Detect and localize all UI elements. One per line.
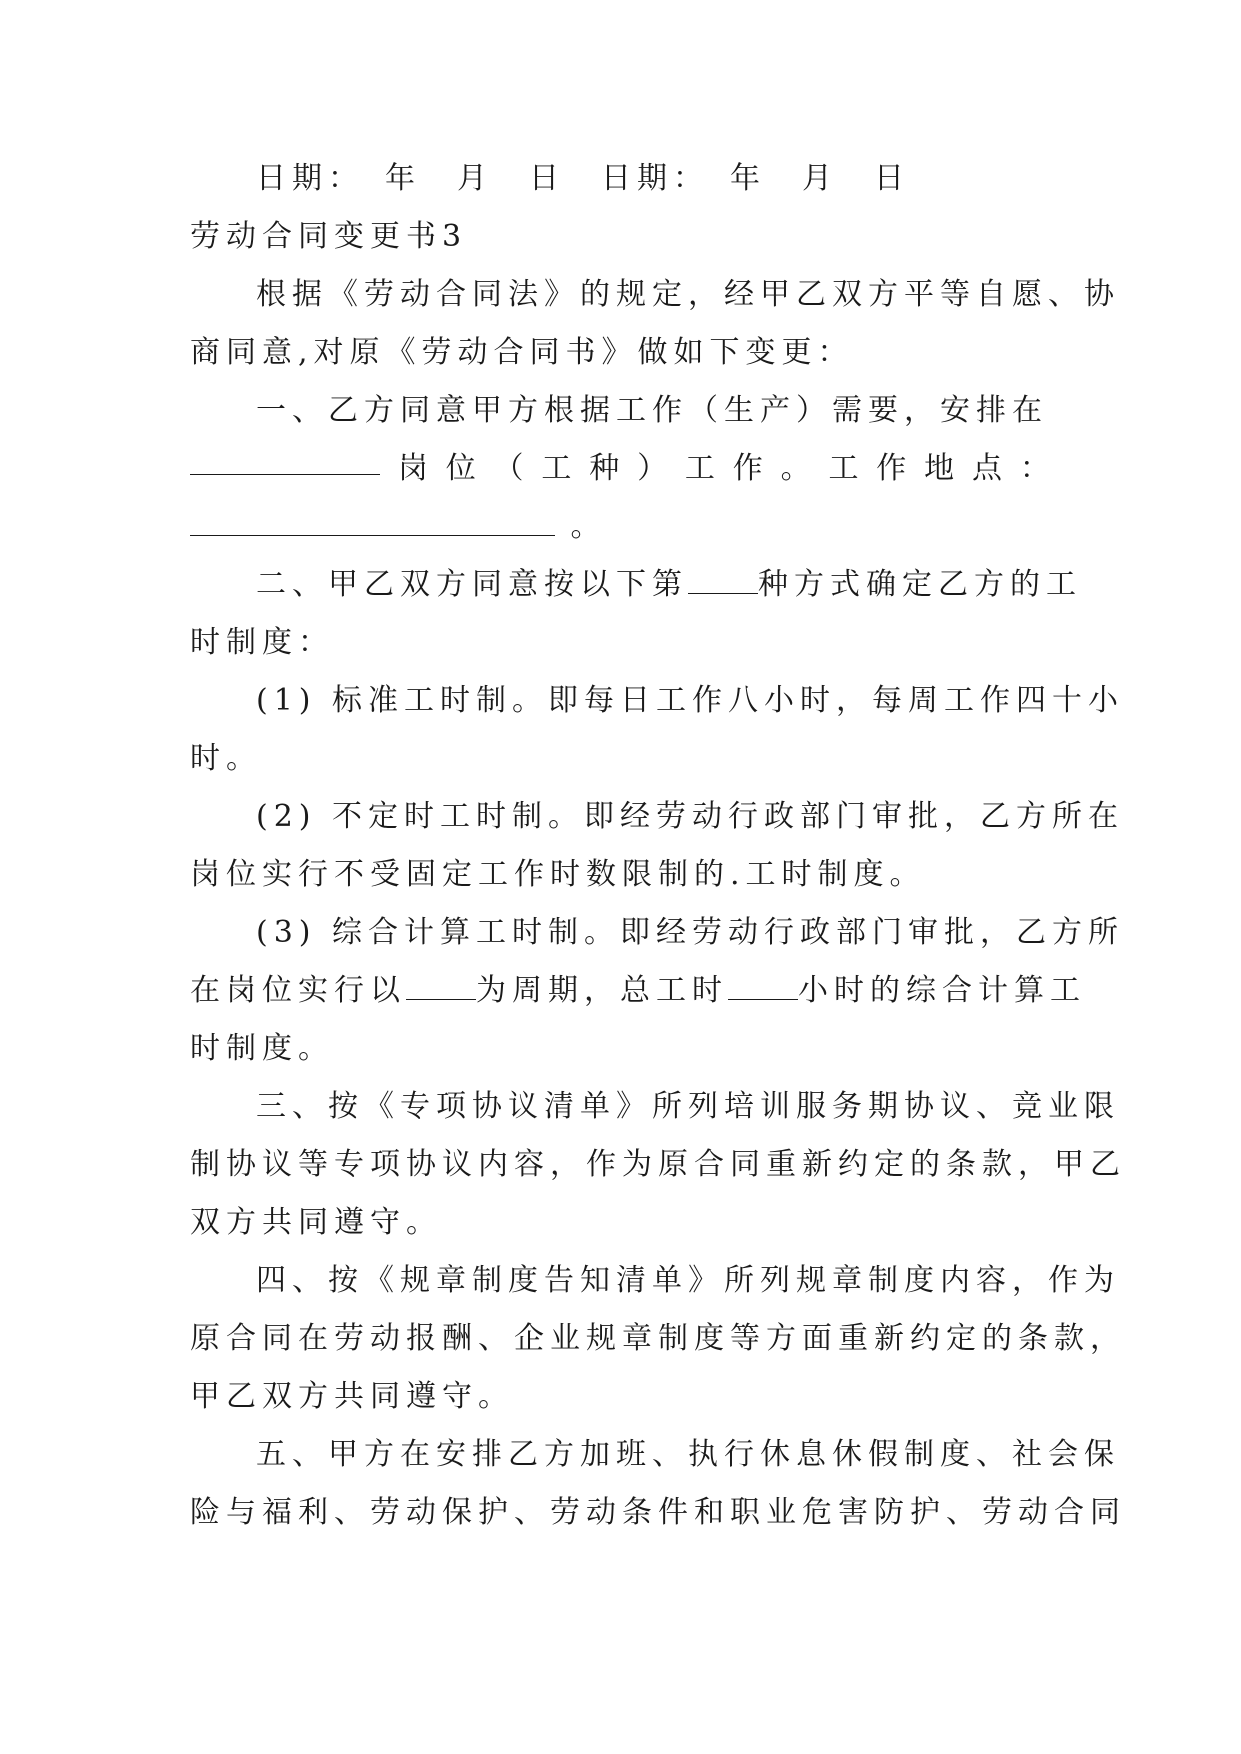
document-title: 劳动合同变更书3 [190, 219, 468, 254]
clause-1-end: 。 [570, 509, 607, 544]
total-hours-blank [728, 965, 798, 1000]
option-3-line-3: 时制度。 [190, 1031, 334, 1066]
option-2-line-1: (2) 不定时工时制。即经劳动行政部门审批，乙方所在 [256, 799, 1125, 834]
clause-1-word: ） [637, 451, 668, 486]
clause-1-line-1: 一、乙方同意甲方根据工作（生产）需要，安排在 [256, 393, 1048, 428]
clause-1-word: （ [493, 451, 524, 486]
option-3-text-b: 为周期，总工时 [476, 973, 728, 1008]
clause-3 [190, 1078, 1126, 1252]
option-2 [190, 788, 1125, 904]
option-1 [190, 672, 1125, 788]
clause-4-line-2: 原合同在劳动报酬、企业规章制度等方面重新约定的条款， [190, 1321, 1126, 1356]
clause-1-word: 作 [732, 451, 763, 486]
clause-2-text-b: 种方式确定乙方的工 [758, 567, 1082, 602]
option-3-line-2 [190, 962, 1086, 1020]
clause-2-line-1 [190, 556, 1082, 614]
option-1-line-1: (1) 标准工时制。即每日工作八小时，每周工作四十小 [256, 683, 1125, 718]
clause-1-line-3 [190, 498, 1050, 556]
clause-3-line-2: 制协议等专项协议内容，作为原合同重新约定的条款，甲乙 [190, 1147, 1126, 1182]
signature-date-line: 日期： 年 月 日 日期： 年 月 日 [256, 161, 910, 196]
intro-line-1: 根据《劳动合同法》的规定，经甲乙双方平等自愿、协 [256, 277, 1120, 312]
intro-paragraph [190, 266, 1120, 382]
clause-1-word: 工 [541, 451, 572, 486]
clause-1-word: 位 [445, 451, 476, 486]
clause-1-word: 种 [589, 451, 620, 486]
clause-2-text-a: 二、甲乙双方同意按以下第 [256, 567, 688, 602]
option-3-text-a: 在岗位实行以 [190, 973, 406, 1008]
option-3 [190, 904, 1125, 1078]
clause-1-word: 工 [828, 451, 859, 486]
period-blank [406, 965, 476, 1000]
clause-2 [190, 556, 1082, 672]
clause-1-word: 。 [780, 451, 811, 486]
clause-4-line-3: 甲乙双方共同遵守。 [190, 1379, 514, 1414]
option-3-text-c: 小时的综合计算工 [798, 973, 1086, 1008]
clause-1-word: 点 [971, 451, 1002, 486]
clause-5-line-2: 险与福利、劳动保护、劳动条件和职业危害防护、劳动合同 [190, 1495, 1126, 1530]
clause-1-word: 地 [924, 451, 955, 486]
clause-1-word: 岗 [397, 451, 428, 486]
option-2-line-2: 岗位实行不受固定工作时数限制的.工时制度。 [190, 857, 926, 892]
clause-4 [190, 1252, 1126, 1426]
location-blank [190, 501, 555, 536]
clause-3-line-1: 三、按《专项协议清单》所列培训服务期协议、竞业限 [256, 1089, 1120, 1124]
document-page [190, 150, 1126, 1542]
clause-1 [190, 382, 1050, 556]
option-3-line-1: (3) 综合计算工时制。即经劳动行政部门审批，乙方所 [256, 915, 1125, 950]
option-number-blank [688, 559, 758, 594]
clause-5-line-1: 五、甲方在安排乙方加班、执行休息休假制度、社会保 [256, 1437, 1120, 1472]
clause-5 [190, 1426, 1126, 1542]
clause-1-line-2 [190, 440, 1050, 498]
clause-1-word: 工 [684, 451, 715, 486]
clause-2-line-2: 时制度： [190, 625, 334, 660]
option-1-line-2: 时。 [190, 741, 262, 776]
clause-3-line-3: 双方共同遵守。 [190, 1205, 442, 1240]
clause-1-word: ： [1019, 451, 1050, 486]
intro-line-2: 商同意,对原《劳动合同书》做如下变更： [190, 335, 854, 370]
clause-4-line-1: 四、按《规章制度告知清单》所列规章制度内容，作为 [256, 1263, 1120, 1298]
position-blank [190, 440, 380, 475]
clause-1-word: 作 [876, 451, 907, 486]
